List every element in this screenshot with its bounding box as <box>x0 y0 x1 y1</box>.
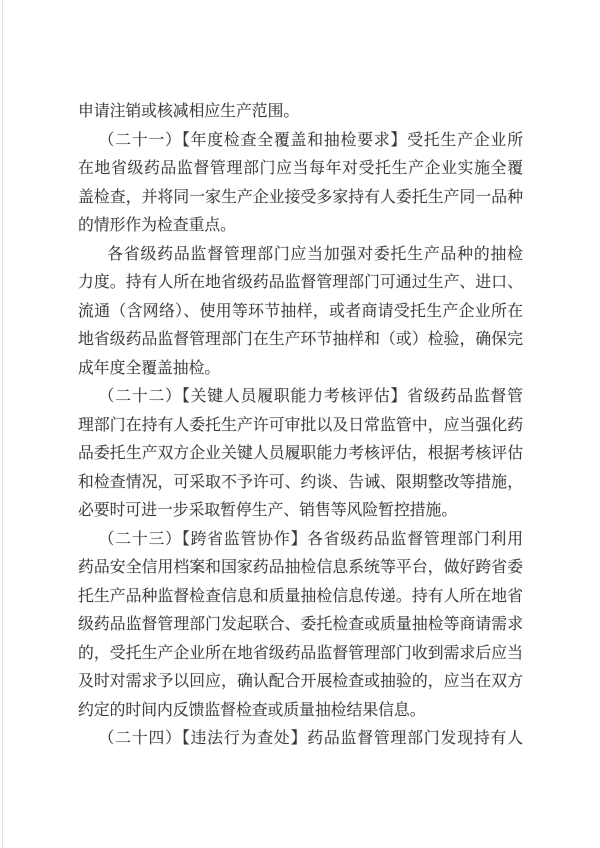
text-line: （二十一）【年度检查全覆盖和抽检要求】受托生产企业所 <box>98 131 523 149</box>
text-line: （二十三）【跨省监管协作】各省级药品监督管理部门利用 <box>98 530 523 548</box>
text-line: 必要时可进一步采取暂停生产、销售等风险暂控措施。 <box>78 502 458 519</box>
page-left-edge <box>2 0 3 848</box>
text-line: 的情形作为检查重点。 <box>78 217 236 234</box>
text-line: 在地省级药品监督管理部门应当每年对受托生产企业实施全覆 <box>78 160 523 177</box>
text-line: 流通（含网络）、使用等环节抽样，或者商请受托生产企业所在 <box>78 302 523 320</box>
text-line: 托生产品种监督检查信息和质量抽检信息传递。持有人所在地省 <box>78 587 523 605</box>
text-line: 约定的时间内反馈监督检查或质量抽检结果信息。 <box>78 701 426 719</box>
text-line: 理部门在持有人委托生产许可审批以及日常监管中，应当强化药 <box>78 416 523 434</box>
text-line: 盖检查，并将同一家生产企业接受多家持有人委托生产同一品种 <box>78 188 523 206</box>
text-line: 地省级药品监督管理部门在生产环节抽样和（或）检验，确保完 <box>78 331 523 348</box>
text-line: 级药品监督管理部门发起联合、委托检查或质量抽检等商请需求 <box>78 616 523 633</box>
text-line: 的，受托生产企业所在地省级药品监督管理部门收到需求后应当 <box>78 644 523 662</box>
text-line: 品委托生产双方企业关键人员履职能力考核评估，根据考核评估 <box>78 445 523 462</box>
text-line: 和检查情况，可采取不予许可、约谈、告诫、限期整改等措施， <box>78 473 523 491</box>
text-line: （二十二）【关键人员履职能力考核评估】省级药品监督管 <box>98 388 523 405</box>
text-line: 及时对需求予以回应，确认配合开展检查或抽验的，应当在双方 <box>78 673 523 690</box>
text-line: 成年度全覆盖抽检。 <box>78 359 221 377</box>
text-line: 力度。持有人所在地省级药品监督管理部门可通过生产、进口、 <box>78 274 523 291</box>
document-body <box>78 98 523 754</box>
text-line: 各省级药品监督管理部门应当加强对委托生产品种的抽检 <box>107 245 523 263</box>
text-line: 药品安全信用档案和国家药品抽检信息系统等平台，做好跨省委 <box>78 559 523 576</box>
text-line: 申请注销或核减相应生产范围。 <box>78 103 300 120</box>
text-line: （二十四）【违法行为查处】药品监督管理部门发现持有人 <box>98 730 523 747</box>
